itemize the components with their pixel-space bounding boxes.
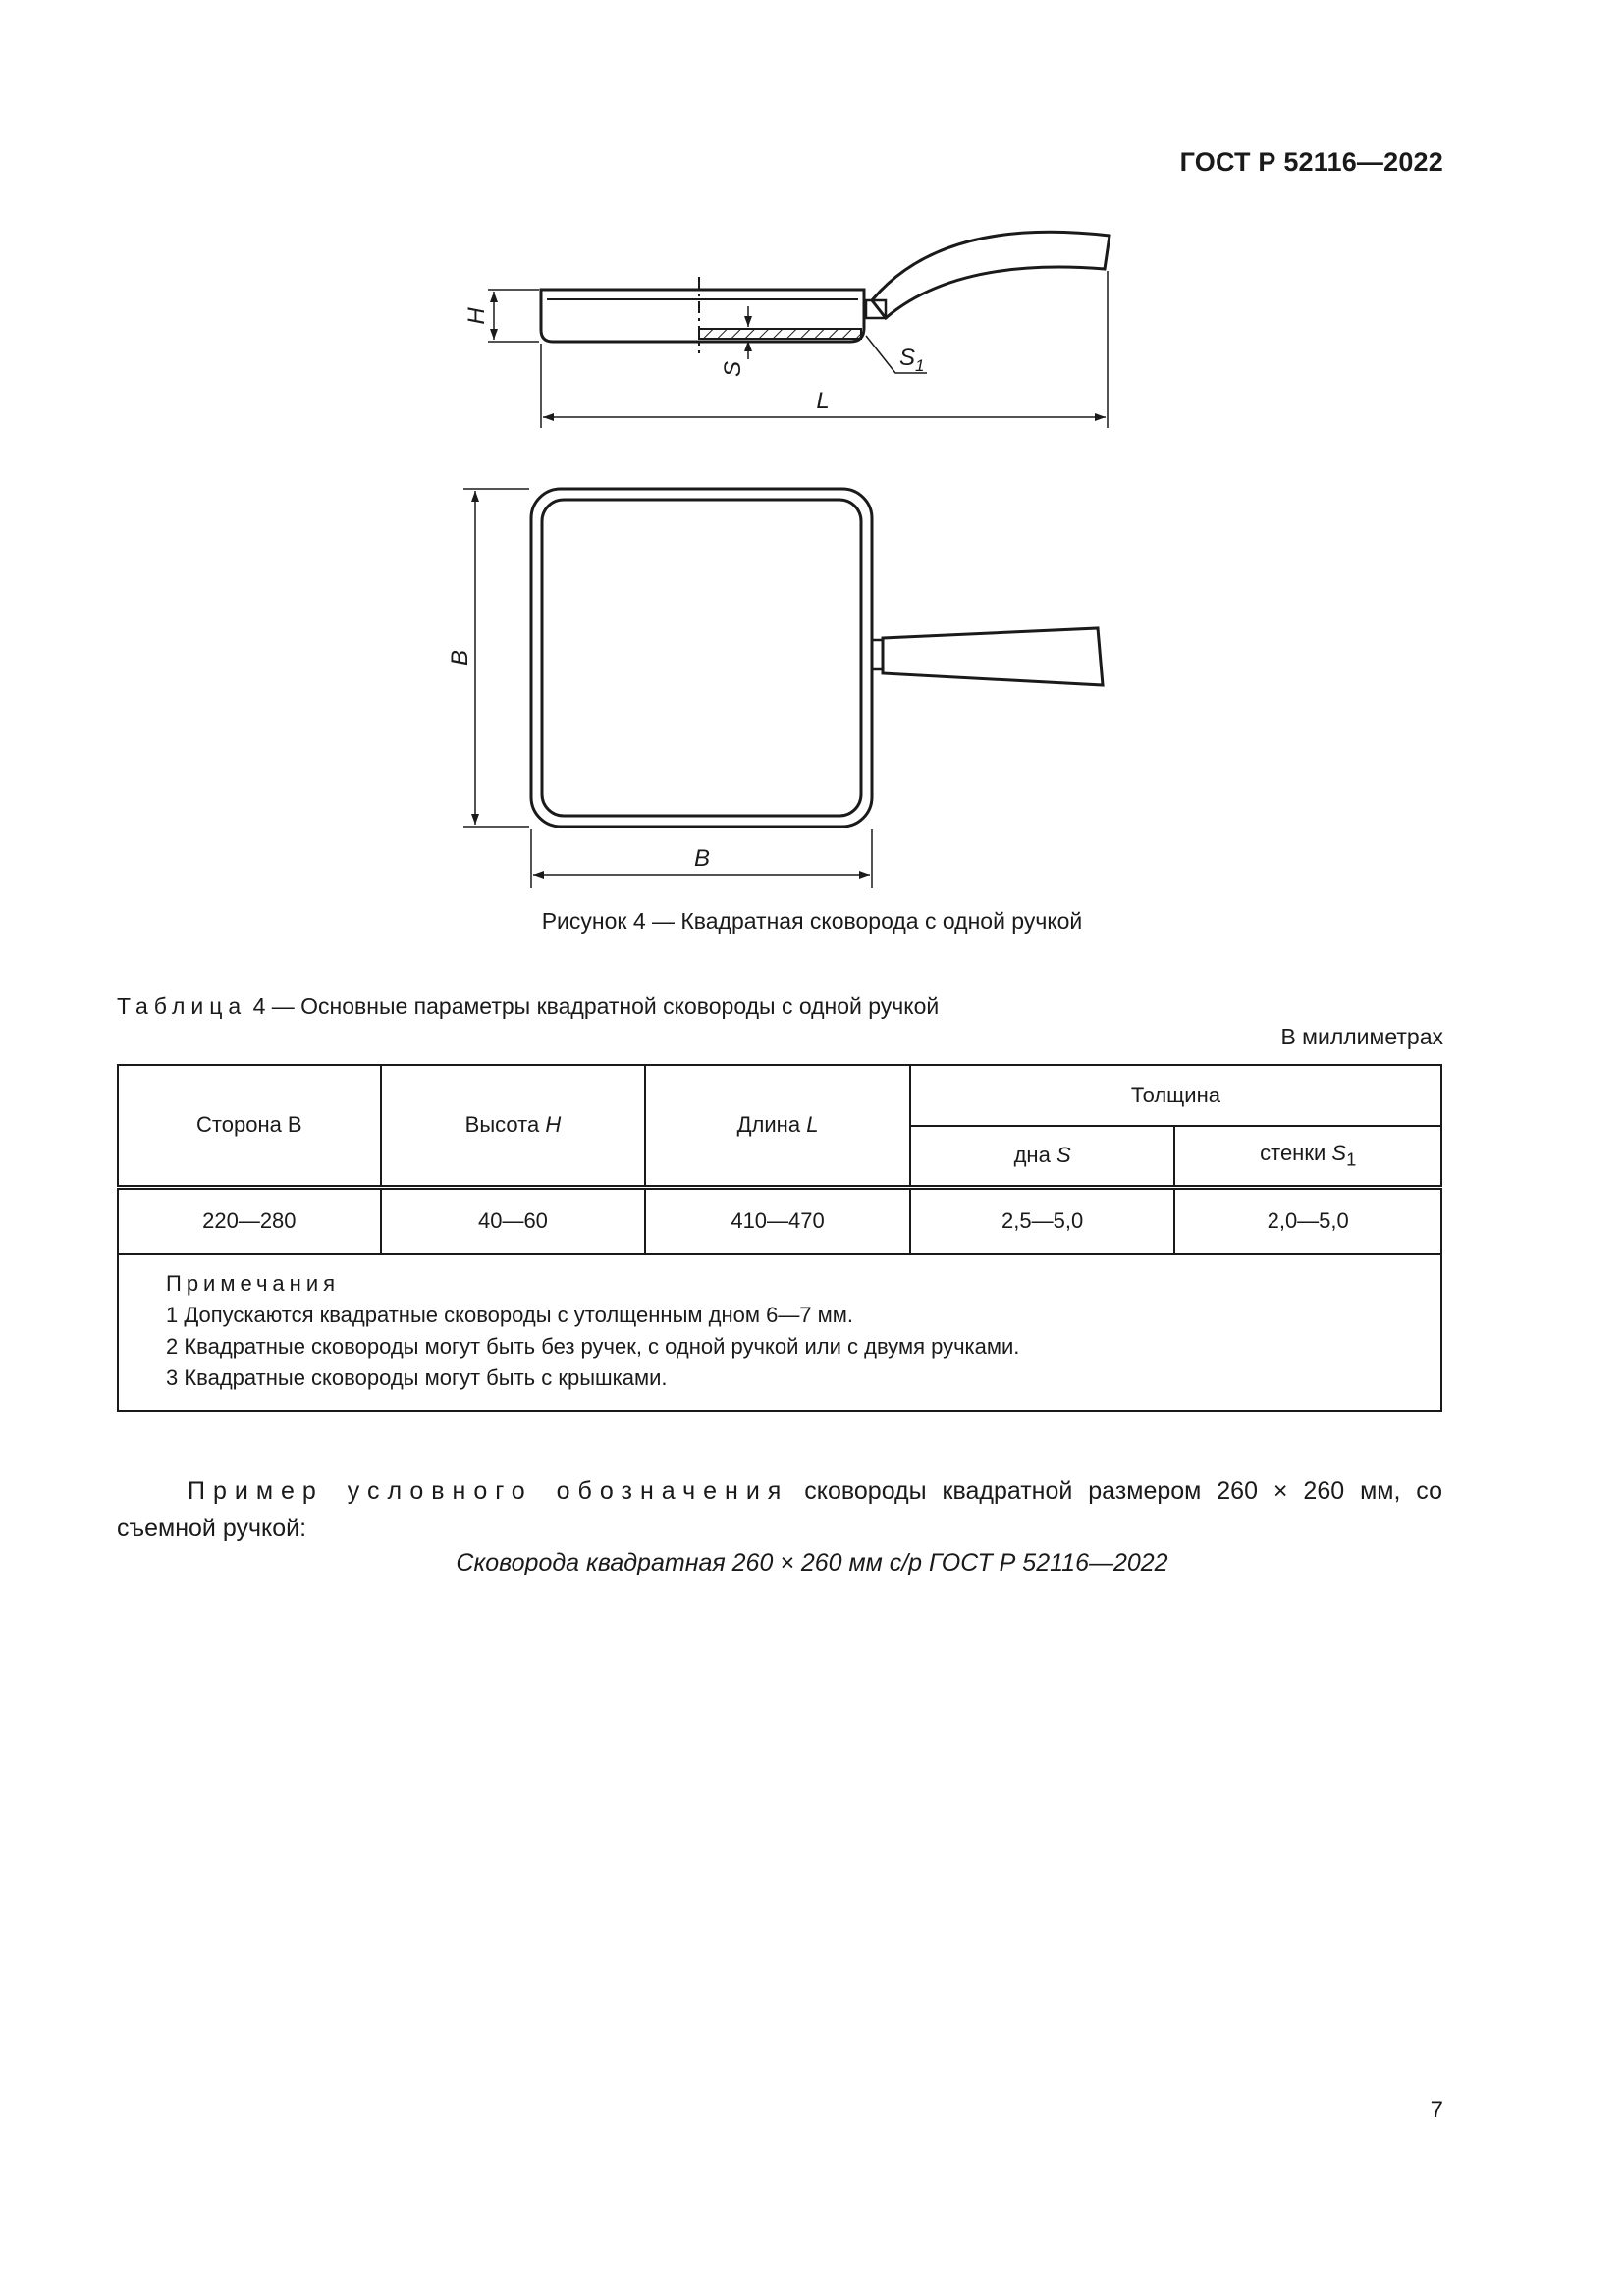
table-units: В миллиметрах [1280,1024,1443,1049]
cell-side: 220—280 [118,1187,381,1254]
example-paragraph [117,1472,1442,1547]
header-thickness: Толщина [910,1065,1441,1126]
example-text: сковороды квадратной размером 260 × 260 мм, со съемной ручкой: [117,1477,1442,1542]
label-L: L [816,388,830,414]
handle-side [872,232,1110,318]
table-title [117,993,939,1020]
pan-top-outer [531,489,872,827]
cell-height: 40—60 [381,1187,646,1254]
notes-title: Примечания [166,1270,341,1296]
page-number: 7 [1430,2097,1443,2123]
label-B-vertical: B [447,649,473,667]
table-row [118,1187,1441,1254]
bottom-section-hatch [699,329,861,339]
note-item: 3 Квадратные сковороды могут быть с крышками. [166,1364,668,1390]
parameters-table [117,1064,1442,1412]
pan-top-inner [542,500,861,816]
cell-length: 410—470 [645,1187,910,1254]
header-height: Высота H [381,1065,646,1187]
table-title-rest: 4 — Основные параметры квадратной сковороды с одной ручкой [252,993,940,1019]
standard-code: ГОСТ Р 52116—2022 [1179,147,1443,177]
table-title-prefix: Таблица [117,993,247,1019]
pan-technical-drawing [0,0,1624,942]
handle-connector-top [872,640,883,669]
label-B-horizontal: B [693,845,711,872]
cell-wall: 2,0—5,0 [1174,1187,1441,1254]
notes-cell [118,1254,1441,1411]
label-S: S [720,360,746,378]
figure-caption: Рисунок 4 — Квадратная сковорода с одной ручкой [541,908,1083,934]
example-lead: Пример условного обозначения [188,1477,789,1505]
label-S1: $S_1$ [899,345,925,375]
note-item: 1 Допускаются квадратные сковороды с утолщенным дном 6—7 мм. [166,1302,854,1327]
handle-top [883,628,1103,685]
header-wall: стенки $S_1$ [1174,1126,1441,1187]
cell-bottom: 2,5—5,0 [910,1187,1175,1254]
note-item: 2 Квадратные сковороды могут быть без ручек, с одной ручкой или с двумя ручками. [166,1333,1020,1359]
header-bottom: дна S [910,1126,1175,1187]
side-view [488,232,1110,428]
top-view [463,489,1103,888]
example-designation: Сковорода квадратная 260 × 260 мм с/р ГОСТ Р 52116—2022 [456,1549,1168,1576]
header-side: Сторона B [118,1065,381,1187]
label-H: H [463,307,490,325]
header-length: Длина L [645,1065,910,1187]
